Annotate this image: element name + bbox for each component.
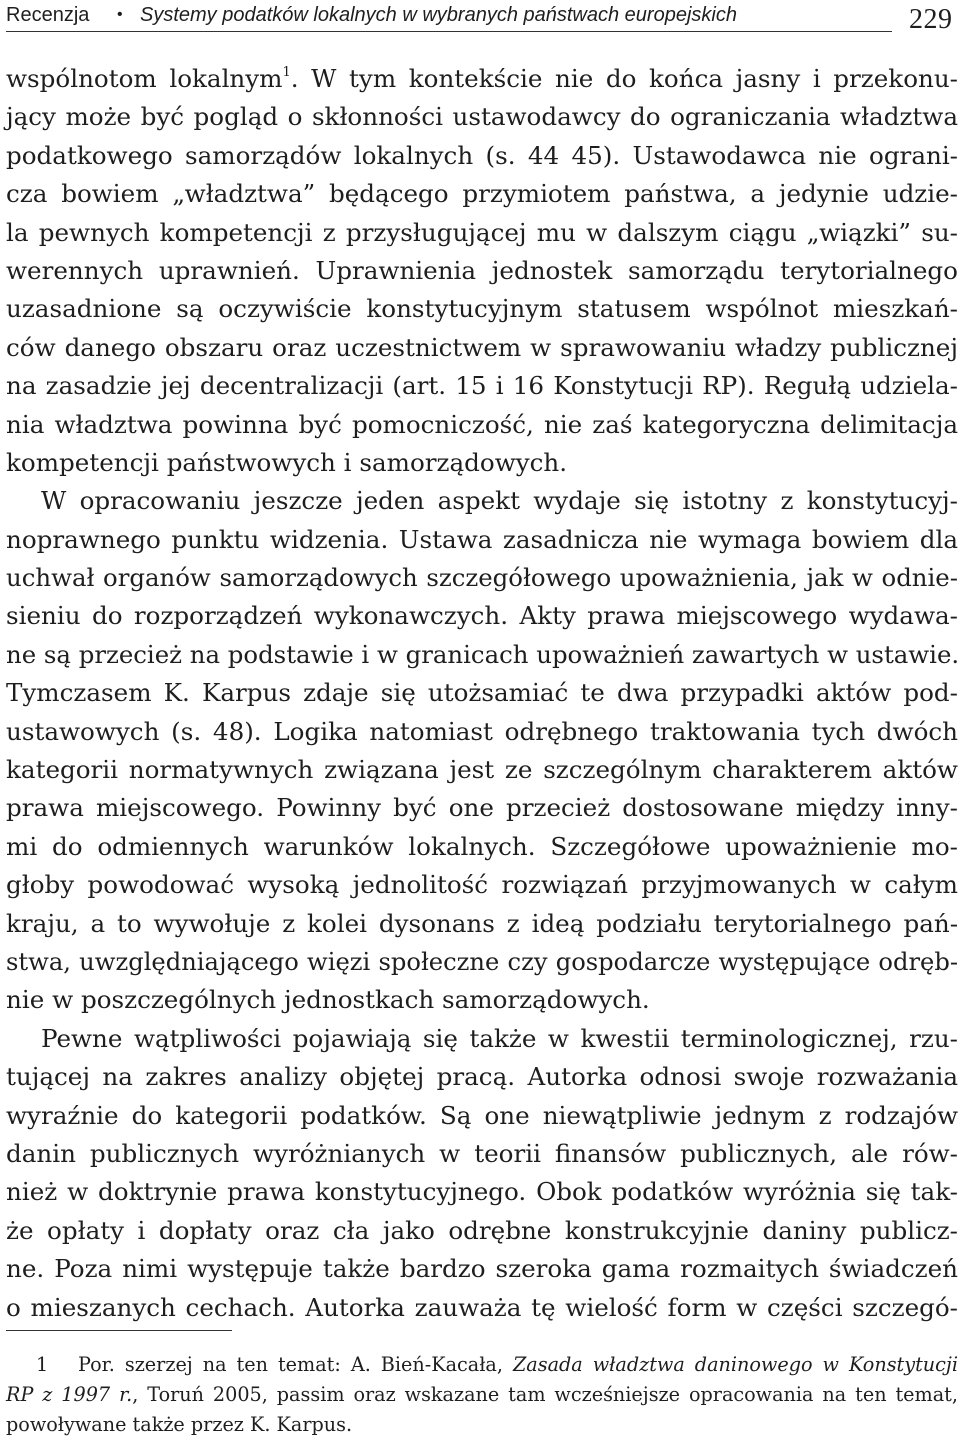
footnote-title: RP z 1997 r. (6, 1383, 133, 1406)
running-head-rule (6, 31, 892, 32)
line-text: Tymczasem K. Karpus zdaje się utożsamiać te dwa przypadki aktów pod- (6, 678, 958, 708)
line-text: stwa, uwzględniającego więzi społeczne czy gospodarcze występujące odręb- (6, 947, 958, 976)
text-line (6, 60, 958, 98)
text-line (6, 789, 958, 827)
footnote-text: Por. szerzej na ten temat: A. Bień-Kacała, (78, 1353, 513, 1376)
line-text: danin publicznych wyróżnianych w teorii finansów publicznych, ale rów- (6, 1138, 958, 1168)
line-text: sieniu do rozporządzeń wykonawczych. Akty prawa miejscowego wydawa- (6, 601, 958, 631)
text-line (6, 444, 958, 482)
text-line (6, 367, 958, 405)
line-text: mi do odmiennych warunków lokalnych. Szczegółowe upoważnienie mo- (6, 831, 958, 861)
text-line (6, 981, 958, 1019)
line-text: la pewnych kompetencji z przysługującej mu w dalszym ciągu „wiązki” su- (6, 217, 958, 247)
text-line (6, 1135, 958, 1173)
footnote-rule (6, 1330, 232, 1331)
line-text: głoby powodować wysoką jednolitość rozwiązań przyjmowanych w całym (6, 870, 958, 900)
text-line (6, 828, 958, 866)
line-text: wspólnotom lokalnym (6, 64, 283, 93)
text-line (6, 137, 958, 175)
line-text: kraju, a to wywołuje z kolei dysonans z ideą podziału terytorialnego pań- (6, 908, 958, 938)
line-text: Pewne wątpliwości pojawiają się także w kwestii terminologicznej, rzu- (41, 1023, 958, 1053)
line-text: jący może być pogląd o skłonności ustawodawcy do ograniczania władztwa (6, 102, 958, 132)
footnote-line (6, 1410, 958, 1440)
line-text: nia władztwa powinna być pomocniczość, nie zaś kategoryczna delimitacja (6, 409, 958, 439)
footnotes (6, 1350, 958, 1440)
text-line (6, 559, 958, 597)
line-text: uzasadnione są oczywiście konstytucyjnym statusem wspólnot mieszkań- (6, 294, 958, 324)
line-text: kategorii normatywnych związana jest ze szczególnym charakterem aktów (6, 755, 958, 785)
footnote-reference[interactable]: 1 (282, 64, 291, 80)
body-text (6, 60, 958, 1327)
footnote-line (6, 1380, 958, 1410)
text-line (6, 1058, 958, 1096)
text-line (6, 214, 958, 252)
text-line (6, 597, 958, 635)
text-line (6, 1097, 958, 1135)
line-text: nie w poszczególnych jednostkach samorządowych. (6, 985, 650, 1015)
page-number: 229 (909, 4, 953, 35)
text-line (6, 406, 958, 444)
line-text: . W tym kontekście nie do końca jasny i przekonu- (290, 64, 958, 93)
line-text: ców danego obszaru oraz uczestnictwem w sprawowaniu władzy publicznej (6, 332, 958, 362)
line-text: nież w doktrynie prawa konstytucyjnego. Obok podatków wyróżnia się tak- (6, 1177, 958, 1207)
text-line (6, 290, 958, 328)
footnote-title: Zasada władztwa daninowego w Konstytucji (512, 1353, 958, 1376)
line-text: noprawnego punktu widzenia. Ustawa zasadnicza nie wymaga bowiem dla (6, 524, 958, 554)
text-line (6, 329, 958, 367)
footnote-text: , Toruń 2005, passim oraz wskazane tam wcześniejsze opracowania na ten temat, (132, 1383, 958, 1406)
text-line (6, 1289, 958, 1327)
line-text: ne są przecież na podstawie i w granicach upoważnień zawartych w ustawie. (6, 639, 960, 669)
footnote-number: 1 (36, 1353, 49, 1376)
text-line (6, 175, 958, 213)
text-line (6, 98, 958, 136)
text-line (6, 943, 958, 981)
text-line (6, 674, 958, 712)
line-text: ne. Poza nimi występuje także bardzo szeroka gama rozmaitych świadczeń (6, 1254, 958, 1284)
footnote-line (6, 1350, 958, 1380)
running-head-title: Systemy podatków lokalnych w wybranych państwach europejskich (140, 4, 737, 26)
line-text: prawa miejscowego. Powinny być one przecież dostosowane między inny- (6, 793, 958, 823)
line-text: wyraźnie do kategorii podatków. Są one niewątpliwie jednym z rodzajów (6, 1100, 958, 1130)
line-text: W opracowaniu jeszcze jeden aspekt wydaje się istotny z konstytucyj- (41, 486, 958, 516)
text-line (6, 751, 958, 789)
text-line (6, 1212, 958, 1250)
text-line (6, 521, 958, 559)
text-line (6, 905, 958, 943)
line-text: ustawowych (s. 48). Logika natomiast odrębnego traktowania tych dwóch (6, 716, 958, 746)
text-line (6, 1173, 958, 1211)
text-line (6, 866, 958, 904)
running-head (6, 0, 958, 36)
bullet-icon: • (117, 6, 123, 23)
line-text: kompetencji państwowych i samorządowych. (6, 447, 568, 477)
footnote-text: powoływane także przez K. Karpus. (6, 1413, 353, 1436)
line-text: uchwał organów samorządowych szczegółowego upoważnienia, jak w odnie- (6, 563, 958, 593)
line-text: podatkowego samorządów lokalnych (s. 44 45). Ustawodawca nie ograni- (6, 140, 958, 170)
running-head-section: Recenzja (6, 4, 90, 26)
text-line (6, 713, 958, 751)
text-line (6, 1250, 958, 1288)
line-text: tującej na zakres analizy objętej pracą. Autorka odnosi swoje rozważania (6, 1062, 958, 1092)
text-line (6, 252, 958, 290)
text-line (6, 636, 958, 674)
line-text: o mieszanych cechach. Autorka zauważa tę wielość form w części szczegó- (6, 1292, 958, 1322)
text-line (6, 1020, 958, 1058)
text-line (6, 482, 958, 520)
line-text: cza bowiem „władztwa” będącego przymiotem państwa, a jedynie udzie- (6, 179, 958, 209)
line-text: werennych uprawnień. Uprawnienia jednostek samorządu terytorialnego (6, 255, 958, 285)
line-text: na zasadzie jej decentralizacji (art. 15 i 16 Konstytucji RP). Regułą udziela- (6, 371, 958, 401)
line-text: że opłaty i dopłaty oraz cła jako odrębne konstrukcyjnie daniny publicz- (6, 1215, 958, 1245)
